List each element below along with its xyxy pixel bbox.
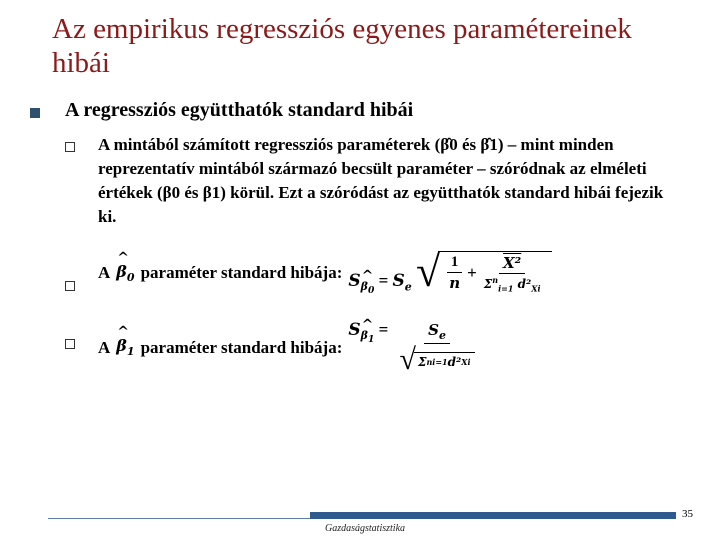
main-bullet-icon [30,108,40,118]
sub-bullet-icon [65,339,75,349]
footer-course-name: Gazdaságstatisztika [325,523,406,534]
beta-hat-symbol: ^ $\beta_1$ [116,336,134,358]
formula-lead: A [98,337,111,357]
standard-error-formula-0: S^ $_{\beta_0} = S_e$ √ $\frac{1}{n}$ + $\frac{\text{X²}}{\Sigma^n_{i=1} d^2_{Xi}}$ [348,250,551,297]
beta-hat-symbol: ^ $\beta_0$ [116,262,134,284]
explanation-paragraph: A mintából számított regressziós paraméterek (β̂0 és β̂1) – mint minden reprezentatív mintából származó becsült paraméter – szóródnak az elméleti értékek (β0 és β1) körül. Ezt a szóródást az együtthatók standard hibái fejezik ki. [98,135,664,226]
formula-beta1-row [98,320,482,375]
section-heading: A regressziós együtthatók standard hibái [65,99,414,121]
slide-title: Az empirikus regressziós egyenes paramétereinek hibái [52,13,632,79]
sub-bullet-icon [65,142,75,152]
formula-label: paraméter standard hibája: [140,263,343,283]
standard-error-formula-1: S^ $_{\beta_1}$ = $S_e$ √ Σ n i=1 d² Xi [348,320,481,375]
formula-lead: A [98,263,111,283]
sub-bullet-icon [65,281,75,291]
footer-bar [310,512,676,519]
formula-label: paraméter standard hibája: [140,337,343,357]
formula-beta0-row [98,247,552,297]
footer-divider [48,518,310,519]
page-number: 35 [682,508,693,520]
